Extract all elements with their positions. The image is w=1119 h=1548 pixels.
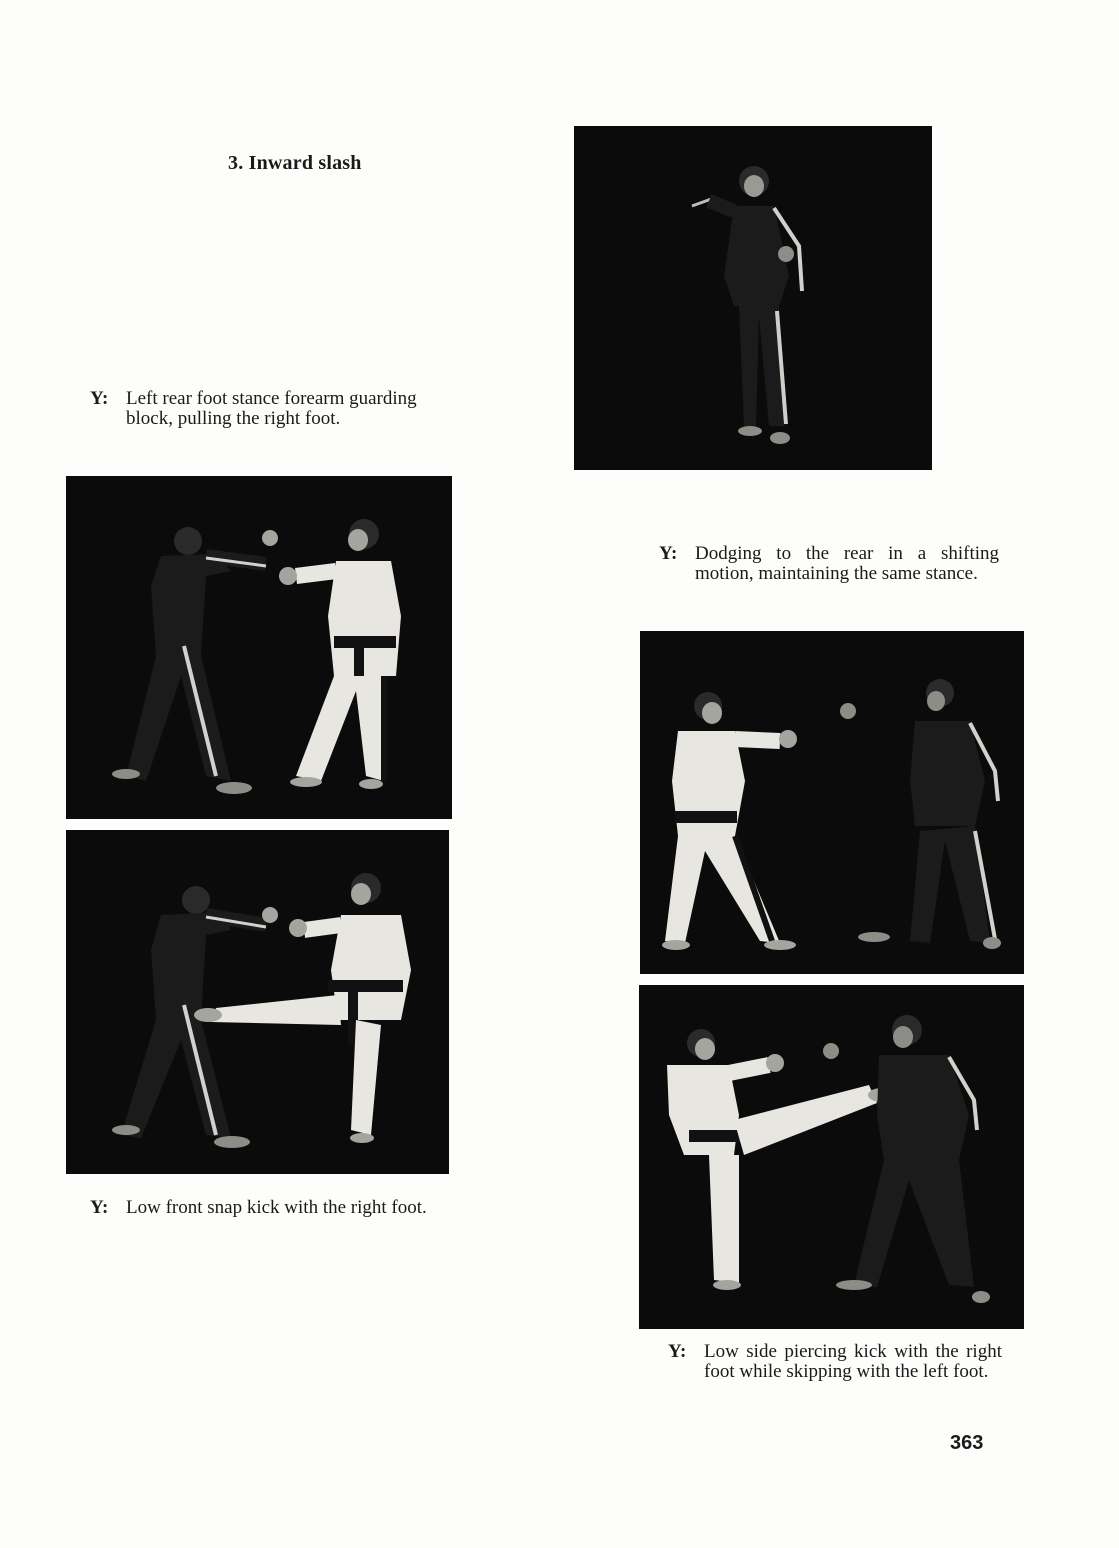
caption-speaker: Y:	[90, 388, 109, 409]
front-snap-kick-illustration	[66, 830, 449, 1174]
page-number: 363	[950, 1432, 984, 1454]
caption-front-snap-kick	[90, 1198, 430, 1218]
photo-dodging-rear	[640, 631, 1024, 974]
photo-front-snap-kick	[66, 830, 449, 1174]
photo-ready-stance	[574, 126, 932, 470]
caption-speaker: Y:	[90, 1197, 109, 1218]
photo-side-piercing-kick	[639, 985, 1024, 1329]
section-heading: 3. Inward slash	[228, 152, 362, 174]
caption-guarding-block	[90, 389, 423, 429]
caption-side-piercing-kick	[668, 1342, 1002, 1382]
side-piercing-kick-illustration	[639, 985, 1024, 1329]
dodging-rear-illustration	[640, 631, 1024, 974]
guarding-block-illustration	[66, 476, 452, 819]
caption-speaker: Y:	[659, 543, 678, 564]
caption-text: Dodging to the rear in a shifting motion, maintaining the same stance.	[695, 543, 999, 584]
caption-dodging-rear	[659, 544, 999, 584]
caption-text: Left rear foot stance forearm guarding block, pulling the right foot.	[126, 388, 417, 429]
caption-speaker: Y:	[668, 1341, 687, 1362]
photo-guarding-block	[66, 476, 452, 819]
figure-standing-illustration	[574, 126, 932, 470]
caption-text: Low front snap kick with the right foot.	[126, 1197, 427, 1218]
caption-text: Low side piercing kick with the right foot while skipping with the left foot.	[704, 1341, 1002, 1382]
